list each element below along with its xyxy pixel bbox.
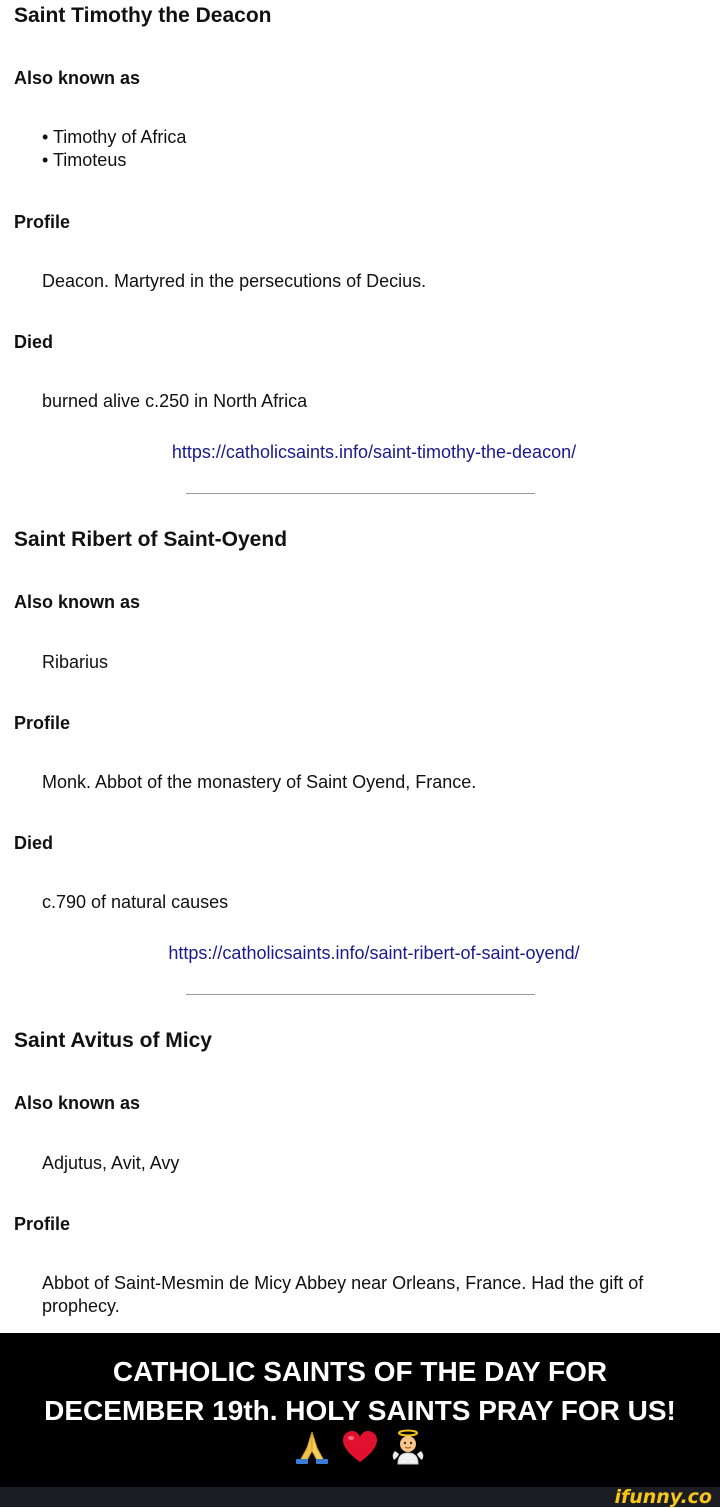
saint-title: Saint Ribert of Saint-Oyend bbox=[14, 528, 288, 551]
died-label: Died bbox=[14, 833, 54, 853]
aka-text: Adjutus, Avit, Avy bbox=[42, 1153, 180, 1173]
source-link[interactable]: https://catholicsaints.info/saint-timothy-the-deacon/ bbox=[171, 442, 577, 462]
aka-item: • Timoteus bbox=[42, 150, 127, 170]
aka-label: Also known as bbox=[14, 1093, 141, 1113]
caption-line: CATHOLIC SAINTS OF THE DAY FOR bbox=[112, 1356, 608, 1387]
baby-angel-icon bbox=[389, 1429, 427, 1465]
profile-label: Profile bbox=[14, 713, 71, 733]
saint-title: Saint Timothy the Deacon bbox=[14, 4, 272, 27]
red-heart-icon bbox=[341, 1429, 379, 1465]
footer-bar bbox=[0, 1487, 720, 1507]
died-label: Died bbox=[14, 332, 54, 352]
source-link[interactable]: https://catholicsaints.info/saint-ribert-of-saint-oyend/ bbox=[168, 943, 580, 963]
aka-list bbox=[42, 126, 702, 172]
divider bbox=[186, 994, 535, 995]
profile-text: Monk. Abbot of the monastery of Saint Oyend, France. bbox=[42, 772, 477, 792]
profile-text: Abbot of Saint-Mesmin de Micy Abbey near Orleans, France. Had the gift of prophecy. bbox=[42, 1273, 644, 1316]
died-text: burned alive c.250 in North Africa bbox=[42, 391, 308, 411]
divider bbox=[186, 493, 535, 494]
caption-line: DECEMBER 19th. HOLY SAINTS PRAY FOR US! bbox=[44, 1395, 676, 1426]
aka-text: Ribarius bbox=[42, 652, 109, 672]
ifunny-watermark-logo: ifunny.co bbox=[614, 1486, 712, 1508]
aka-label: Also known as bbox=[14, 592, 141, 612]
praying-hands-icon bbox=[293, 1429, 331, 1465]
aka-item: • Timothy of Africa bbox=[42, 127, 187, 147]
profile-label: Profile bbox=[14, 212, 71, 232]
profile-label: Profile bbox=[14, 1214, 71, 1234]
caption-text bbox=[0, 1352, 720, 1430]
caption-emoji-row bbox=[0, 1429, 720, 1465]
aka-label: Also known as bbox=[14, 68, 141, 88]
profile-text: Deacon. Martyred in the persecutions of Decius. bbox=[42, 271, 427, 291]
saint-title: Saint Avitus of Micy bbox=[14, 1029, 212, 1052]
meme-caption bbox=[0, 1333, 720, 1487]
died-text: c.790 of natural causes bbox=[42, 892, 229, 912]
